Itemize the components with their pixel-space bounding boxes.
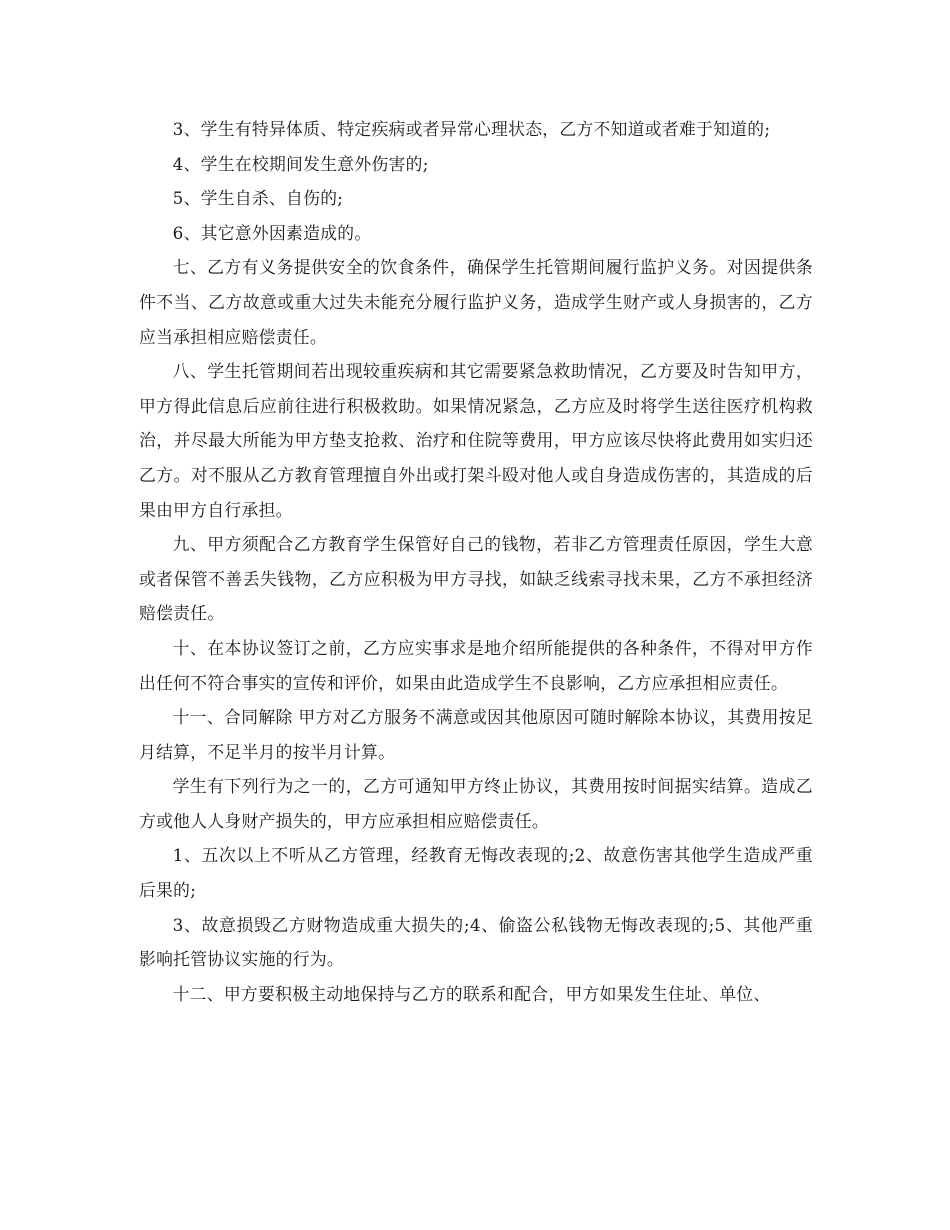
paragraph-2: 4、学生在校期间发生意外伤害的; [172,153,429,174]
paragraph-9: 十一、合同解除 甲方对乙方服务不满意或因其他原因可随时解除本协议，其费用按足月结算，不足半月的按半月计算。 [139,707,813,762]
paragraph-6: 八、学生托管期间若出现较重疾病和其它需要紧急救助情况，乙方要及时告知甲方，甲方得此信息后应前往进行积极救助。如果情况紧急，乙方应及时将学生送往医疗机构救治，并尽最大所能为甲方垫支抢救、治疗和住院等费用，甲方应该尽快将此费用如实归还乙方。对不服从乙方教育管理擅自外出或打架斗殴对他人或自身造成伤害的，其造成的后果由甲方自行承担。 [139,361,813,520]
paragraph-7: 九、甲方须配合乙方教育学生保管好自己的钱物，若非乙方管理责任原因，学生大意或者保管不善丢失钱物，乙方应积极为甲方寻找，如缺乏线索寻找未果，乙方不承担经济赔偿责任。 [139,534,813,624]
paragraph-1: 3、学生有特异体质、特定疾病或者异常心理状态，乙方不知道或者难于知道的; [172,119,771,139]
paragraph-3: 5、学生自杀、自伤的; [172,188,344,209]
paragraph-5: 七、乙方有义务提供安全的饮食条件，确保学生托管期间履行监护义务。对因提供条件不当、乙方故意或重大过失未能充分履行监护义务，造成学生财产或人身损害的，乙方应当承担相应赔偿责任。 [139,257,813,347]
paragraph-12: 3、故意损毁乙方财物造成重大损失的;4、偷盗公私钱物无悔改表现的;5、其他严重影响托管协议实施的行为。 [139,914,813,970]
paragraph-4: 6、其它意外因素造成的。 [172,222,372,243]
paragraph-10: 学生有下列行为之一的，乙方可通知甲方终止协议，其费用按时间据实结算。造成乙方或他人人身财产损失的，甲方应承担相应赔偿责任。 [139,776,813,831]
paragraph-13: 十二、甲方要积极主动地保持与乙方的联系和配合，甲方如果发生住址、单位、 [172,983,771,1004]
paragraph-11: 1、五次以上不听从乙方管理，经教育无悔改表现的;2、故意伤害其他学生造成严重后果的; [139,845,813,901]
paragraph-8: 十、在本协议签订之前，乙方应实事求是地介绍所能提供的各种条件，不得对甲方作出任何不符合事实的宣传和评价，如果由此造成学生不良影响，乙方应承担相应责任。 [139,637,813,693]
document-body [139,112,813,1011]
